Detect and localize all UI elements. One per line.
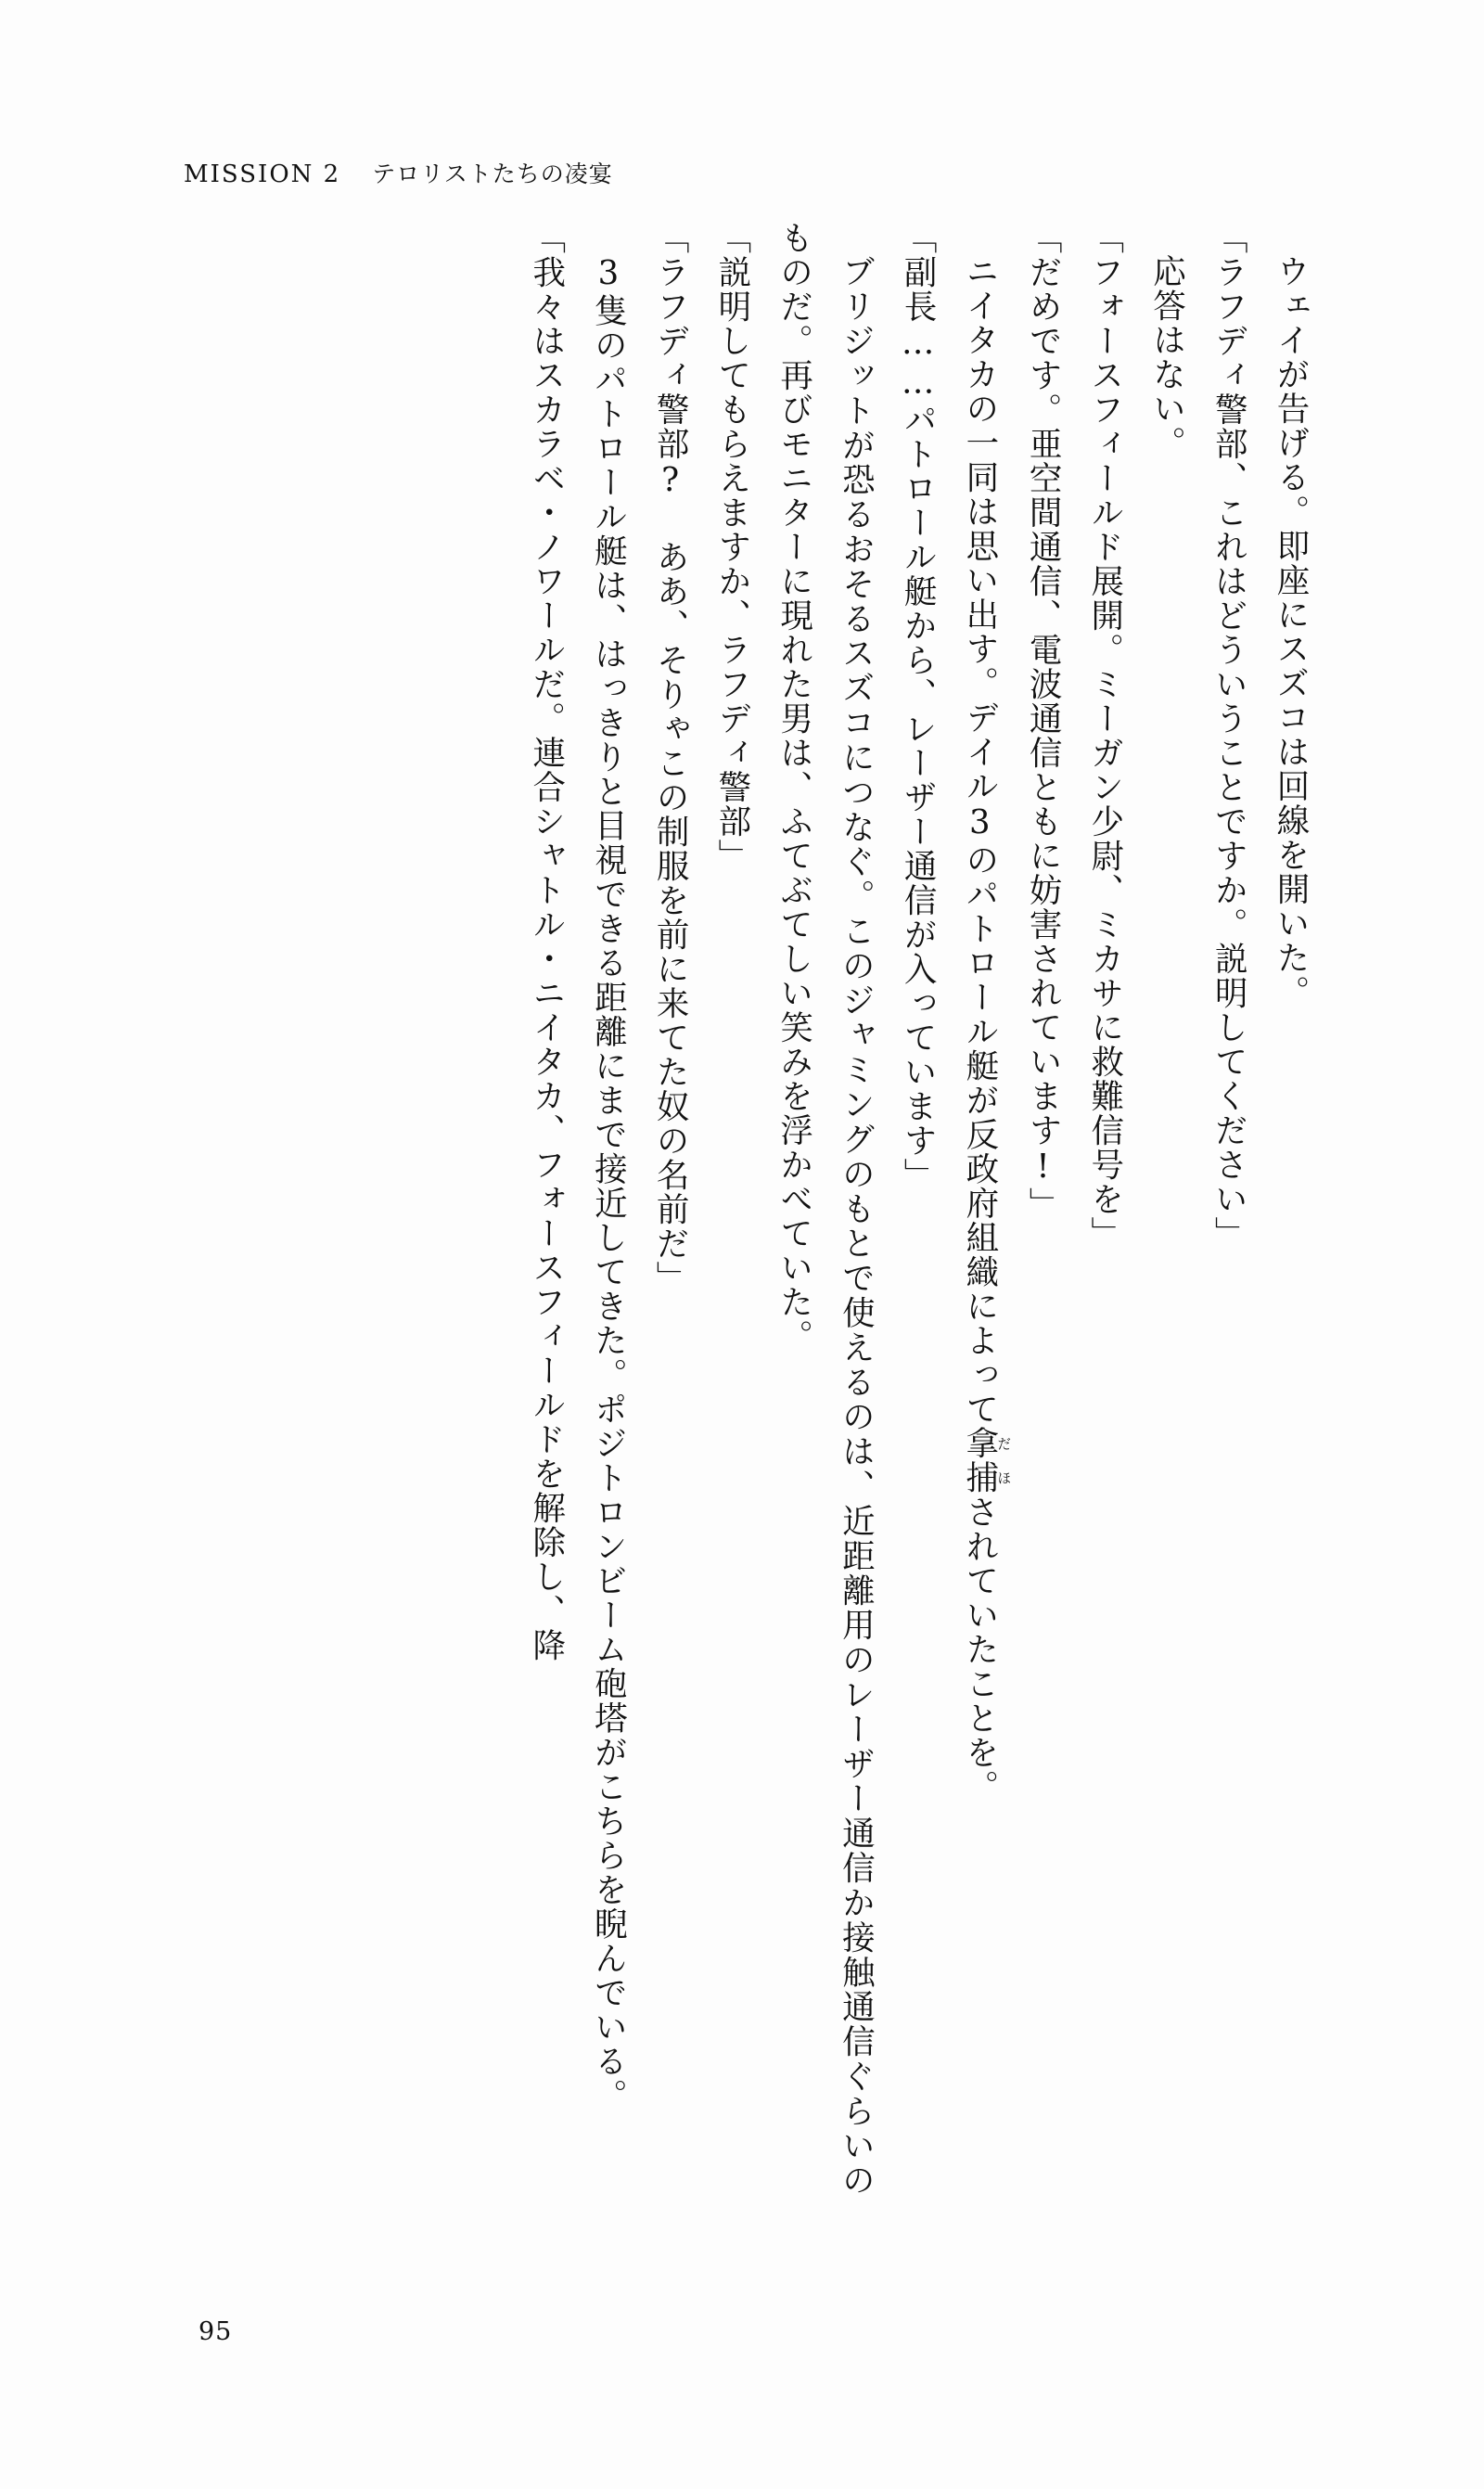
chapter-title: テロリストたちの凌宴 xyxy=(372,160,613,187)
paragraph: 「副長……パトロール艇から、レーザー通信が入っています」 xyxy=(899,221,938,1192)
running-head xyxy=(184,156,613,189)
paragraph: ニイタカの一同は思い出す。デイル3のパトロール艇が反政府組織によって拿捕だほされていたことを。 xyxy=(960,253,1013,1803)
paragraph: 3隻のパトロール艇は、はっきりと目視できる距離にまで接近してきた。ポジトロンビーム砲塔がこちらを睨んでいる。 xyxy=(589,253,628,2112)
paragraph: 応答はない。 xyxy=(1147,253,1186,460)
page-number: 95 xyxy=(198,2317,233,2346)
paragraph: ブリジットが恐るおそるスズコにつなぐ。このジャミングのもとで使えるのは、近距離用のレーザー通信か接触通信ぐらいのものだ。再びモニターに現れた男は、ふてぶてしい笑みを浮かべていた。 xyxy=(774,221,876,2197)
paragraph: 「だめです。亜空間通信、電波通信ともに妨害されています!」 xyxy=(1024,221,1063,1222)
mission-label: MISSION 2 xyxy=(184,160,341,188)
paragraph: ウェイが告げる。即座にスズコは回線を開いた。 xyxy=(1272,253,1310,1009)
paragraph: 「我々はスカラベ・ノワールだ。連合シャトル・ニイタカ、フォースフィールドを解除し、降 xyxy=(527,221,566,1662)
paragraph: 「フォースフィールド展開。ミーガン少尉、ミカサに救難信号を」 xyxy=(1085,221,1124,1251)
page-text-body xyxy=(163,221,1321,2197)
ruby-daho: 拿捕だほ xyxy=(960,1426,1013,1495)
paragraph: 「ラフディ警部、これはどういうことですか。説明してください」 xyxy=(1209,221,1248,1251)
paragraph: 「説明してもらえますか、ラフディ警部」 xyxy=(712,221,751,873)
paragraph: 「ラフディ警部? ああ、そりゃこの制服を前に来てた奴の名前だ」 xyxy=(651,221,690,1295)
